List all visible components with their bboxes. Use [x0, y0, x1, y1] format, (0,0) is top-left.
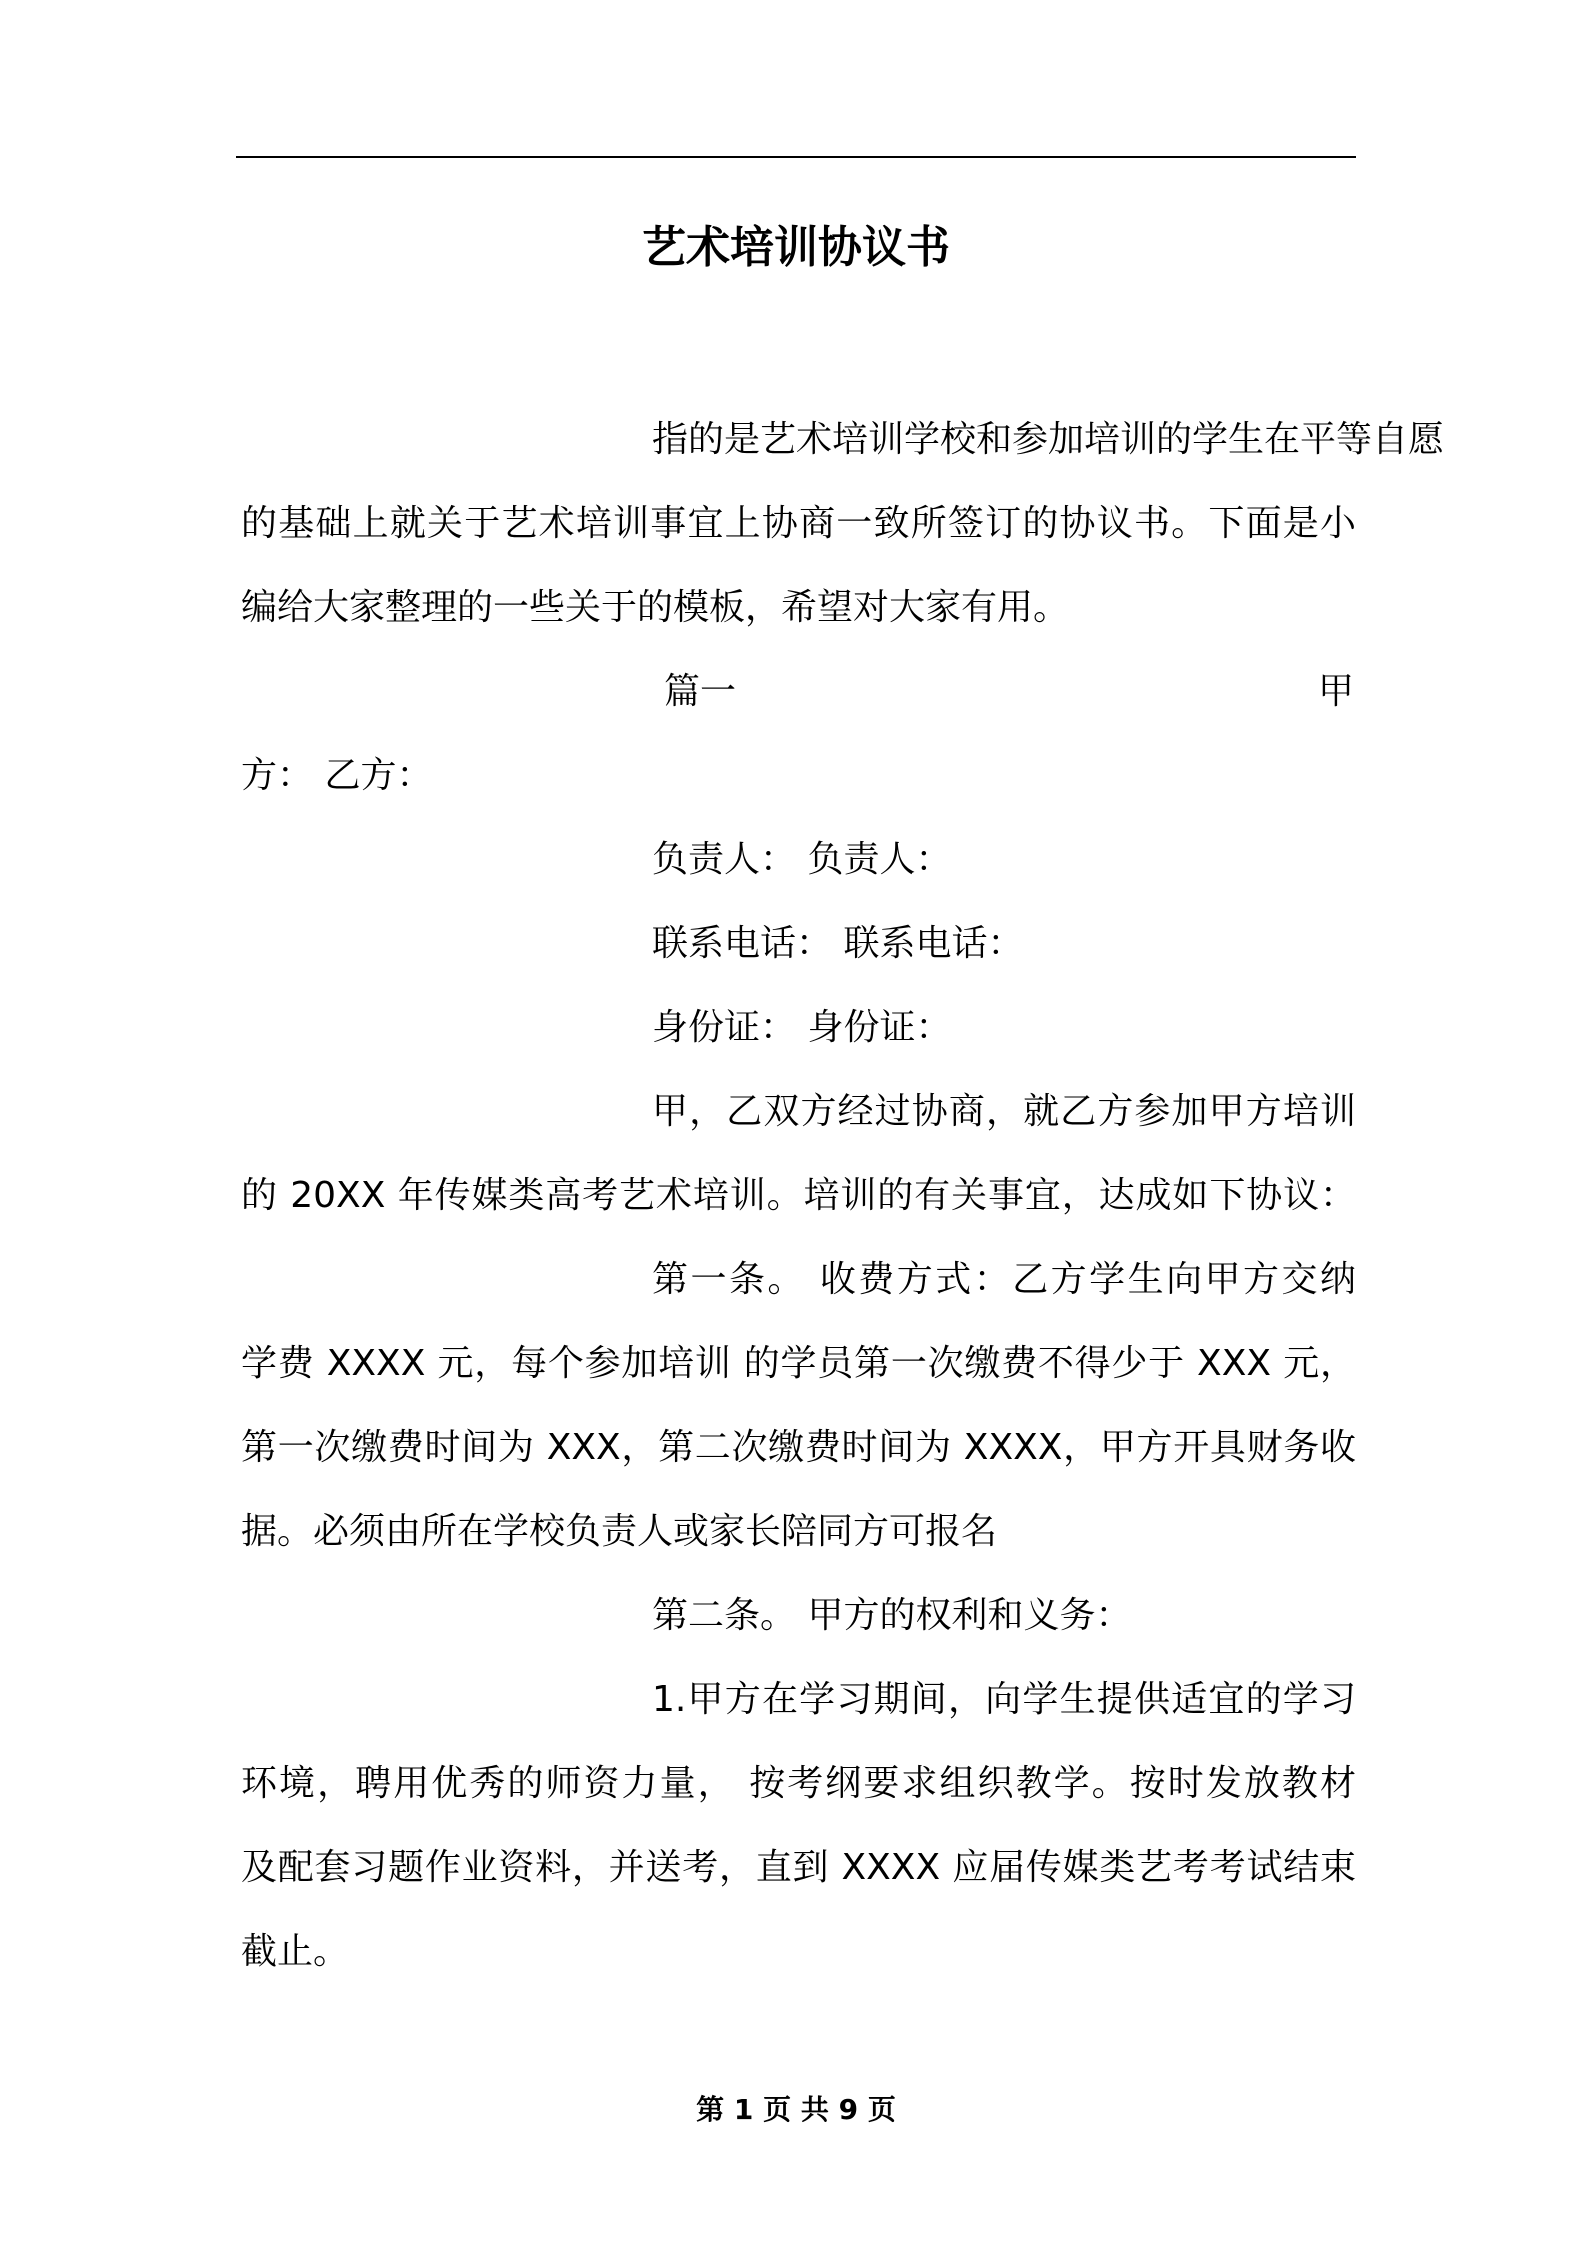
- article1-line-3: 第一次缴费时间为 XXX，第二次缴费时间为 XXXX，甲方开具财务收: [241, 1427, 1356, 1468]
- agreement-intro-line-2: 的 20XX 年传媒类高考艺术培训。培训的有关事宜，达成如下协议：: [241, 1175, 1356, 1216]
- agreement-intro-line-1: 甲，乙双方经过协商，就乙方参加甲方培训: [652, 1091, 1356, 1132]
- intro-line-1: 指的是艺术培训学校和参加培训的学生在平等自愿: [652, 419, 1445, 460]
- intro-line-2: 的基础上就关于艺术培训事宜上协商一致所签订的协议书。下面是小: [241, 503, 1356, 544]
- document-title: 艺术培训协议书: [642, 222, 950, 273]
- article2-item1-line-1: 1.甲方在学习期间，向学生提供适宜的学习: [652, 1679, 1356, 1720]
- intro-line-3: 编给大家整理的一些关于的模板，希望对大家有用。: [241, 587, 1070, 628]
- article2-item1-line-4: 截止。: [241, 1931, 350, 1972]
- article2-heading: 第二条。 甲方的权利和义务：: [652, 1595, 1132, 1636]
- page-footer: 第 1 页 共 9 页: [696, 2093, 896, 2126]
- header-rule: [236, 156, 1356, 158]
- responsible-line: 负责人： 负责人：: [652, 839, 952, 880]
- phone-line: 联系电话： 联系电话：: [652, 923, 1024, 964]
- article1-line-4: 据。必须由所在学校负责人或家长陪同方可报名: [241, 1511, 998, 1552]
- article1-line-2: 学费 XXXX 元，每个参加培训 的学员第一次缴费不得少于 XXX 元，: [241, 1343, 1356, 1384]
- article2-item1-line-3: 及配套习题作业资料，并送考，直到 XXXX 应届传媒类艺考考试结束: [241, 1847, 1356, 1888]
- party-a-char: 甲: [1318, 671, 1355, 712]
- article1-line-1: 第一条。 收费方式：乙方学生向甲方交纳: [652, 1259, 1356, 1300]
- section-heading: 篇一: [664, 671, 737, 712]
- parties-line: 方： 乙方：: [241, 755, 433, 796]
- id-line: 身份证： 身份证：: [652, 1007, 952, 1048]
- article2-item1-line-2: 环境，聘用优秀的师资力量， 按考纲要求组织教学。按时发放教材: [241, 1763, 1356, 1804]
